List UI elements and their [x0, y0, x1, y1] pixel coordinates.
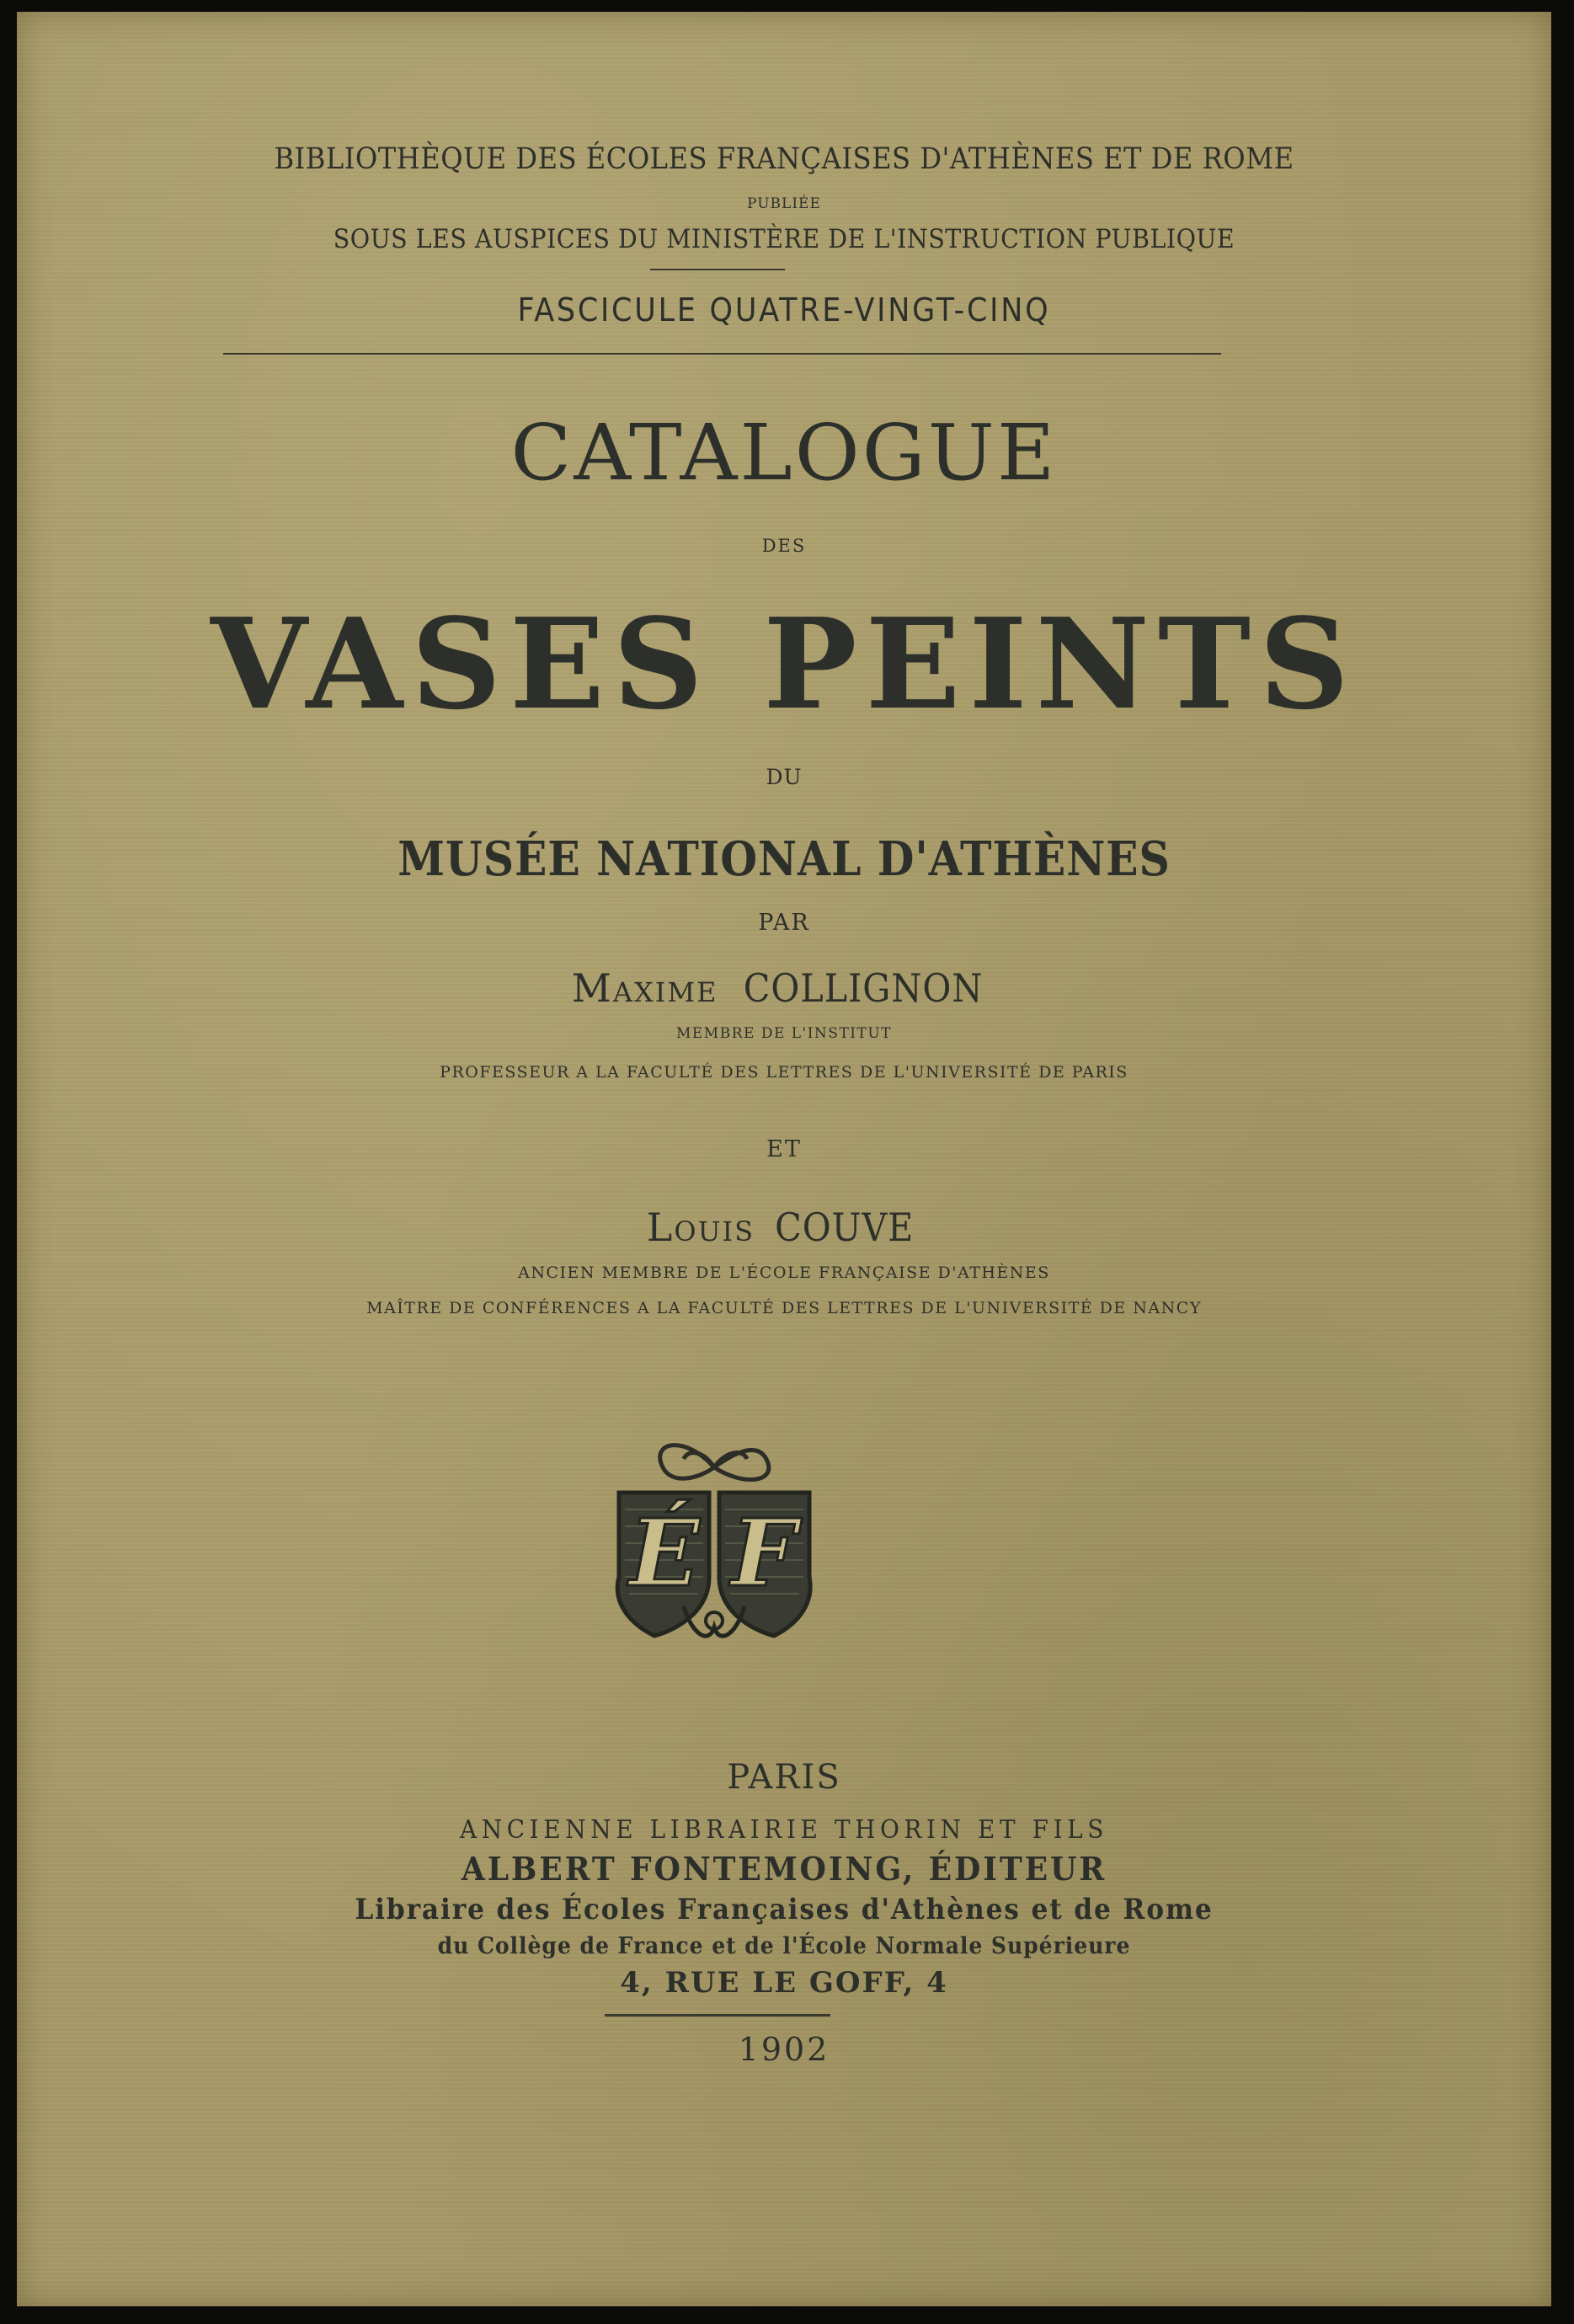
imprint-line1: ANCIENNE LIBRAIRIE THORIN ET FILS — [460, 1815, 1108, 1845]
imprint-rule — [605, 2014, 830, 2017]
author2-first-name: Louis — [646, 1205, 755, 1250]
author1-last-name: COLLIGNON — [743, 965, 984, 1011]
imprint-line4: du Collège de France et de l'École Normale Supérieure — [437, 1933, 1131, 1959]
svg-text:F: F — [730, 1499, 798, 1607]
publisher-monogram-seal-icon — [604, 1434, 824, 1648]
title-catalogue: CATALOGUE — [510, 408, 1058, 498]
title-museum: MUSÉE NATIONAL D'ATHÈNES — [398, 831, 1171, 887]
authors-et: ET — [766, 1136, 802, 1162]
header-rule — [223, 353, 1221, 355]
author1-name — [17, 965, 1551, 1011]
author2-last-name: COUVE — [774, 1205, 915, 1250]
title-du: DU — [766, 765, 803, 789]
author1-role1: MEMBRE DE L'INSTITUT — [675, 1025, 893, 1042]
series-title: BIBLIOTHÈQUE DES ÉCOLES FRANÇAISES D'ATHÈNES ET DE ROME — [274, 142, 1294, 176]
book-cover — [17, 12, 1551, 2306]
author1-first-name: Maxime — [571, 965, 718, 1011]
author2-name — [17, 1205, 1551, 1250]
header-short-rule — [650, 269, 785, 270]
author2-role2: MAÎTRE DE CONFÉRENCES A LA FACULTÉ DES LETTRES DE L'UNIVERSITÉ DE NANCY — [366, 1299, 1202, 1317]
title-des: DES — [761, 536, 807, 556]
author1-role2: PROFESSEUR A LA FACULTÉ DES LETTRES DE L'UNIVERSITÉ DE PARIS — [440, 1063, 1128, 1082]
series-auspices: SOUS LES AUSPICES DU MINISTÈRE DE L'INSTRUCTION PUBLIQUE — [333, 224, 1235, 254]
series-fascicle: FASCICULE QUATRE-VINGT-CINQ — [517, 291, 1051, 329]
title-main: VASES PEINTS — [211, 590, 1358, 737]
imprint-publisher: ALBERT FONTEMOING, ÉDITEUR — [461, 1850, 1107, 1888]
author2-role1: ANCIEN MEMBRE DE L'ÉCOLE FRANÇAISE D'ATHÈNES — [518, 1264, 1050, 1282]
imprint-year: 1902 — [738, 2031, 830, 2068]
imprint-city: PARIS — [727, 1758, 841, 1797]
svg-text:É: É — [629, 1499, 700, 1607]
imprint-address: 4, RUE LE GOFF, 4 — [620, 1966, 948, 2000]
imprint-line3: Libraire des Écoles Françaises d'Athènes et de Rome — [355, 1893, 1214, 1926]
series-published: PUBLIÉE — [747, 195, 821, 212]
authors-par: PAR — [758, 910, 810, 936]
